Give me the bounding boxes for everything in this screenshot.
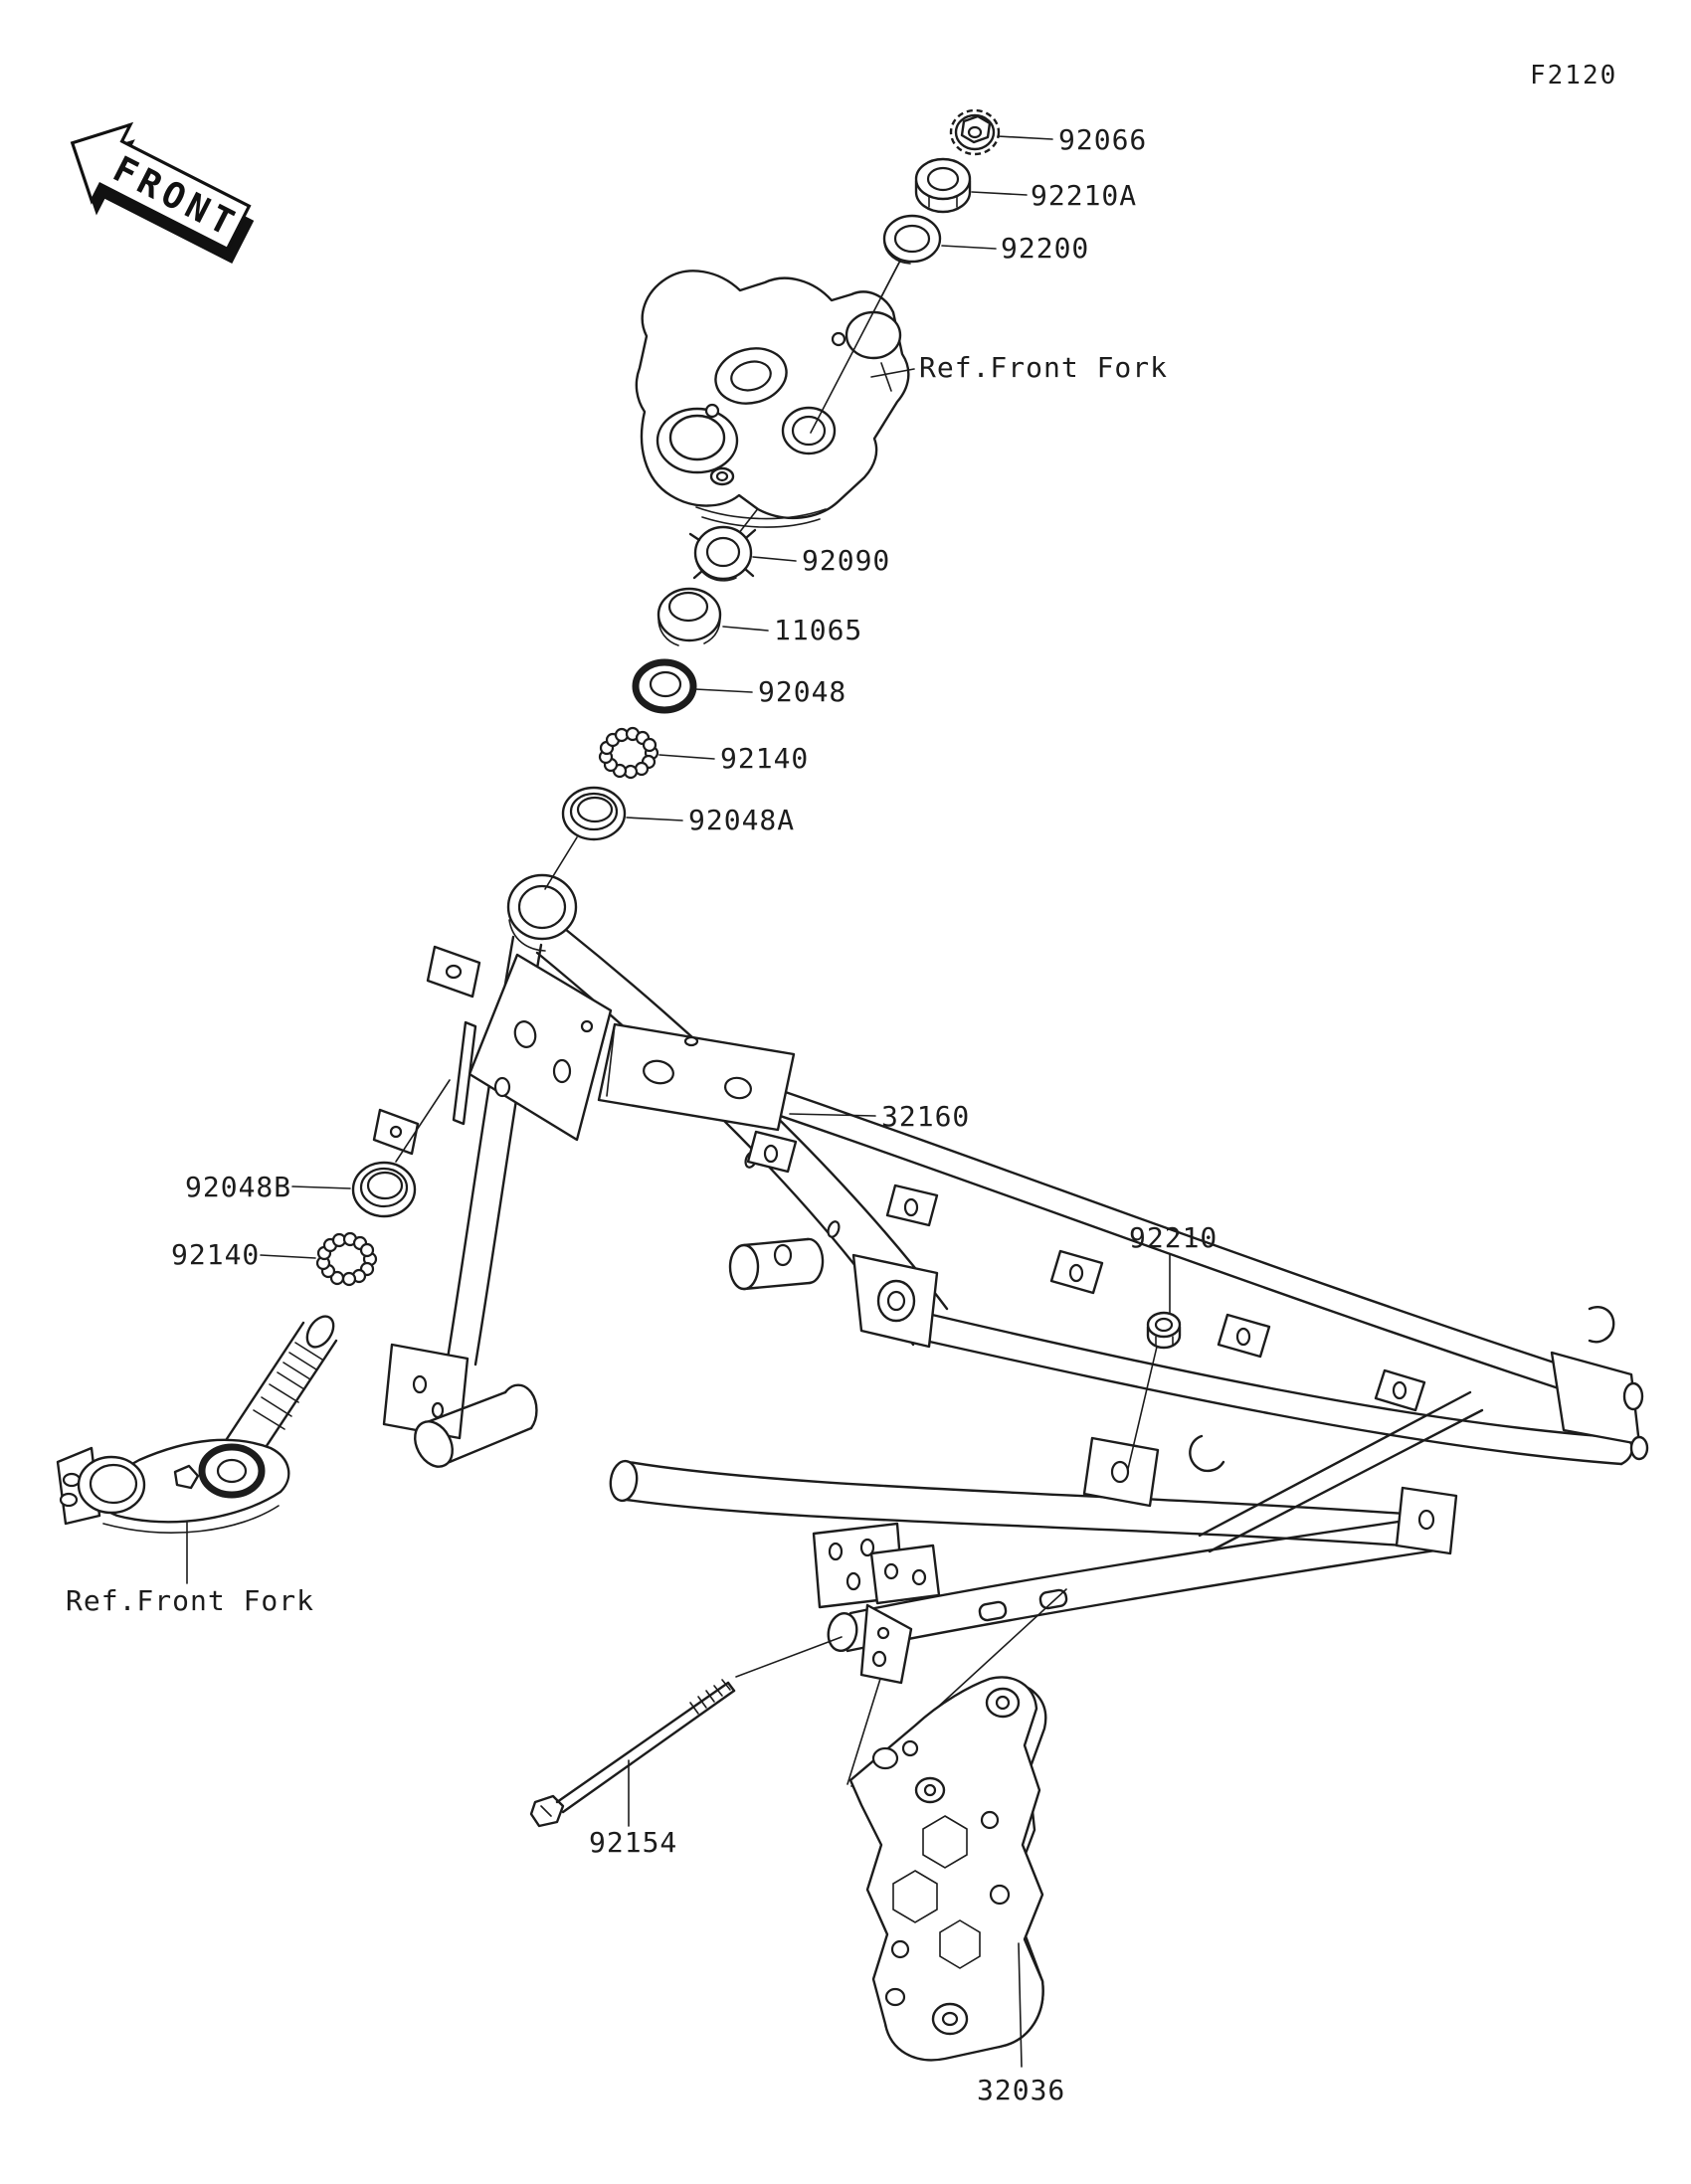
part-92210-nut-icon [1148, 1313, 1180, 1348]
front-marker-label: FRONT [106, 148, 246, 247]
callout-92210: 92210 [1129, 1221, 1219, 1254]
callout-92140-upper: 92140 [720, 742, 810, 775]
callout-92048B: 92048B [185, 1171, 292, 1203]
part-92140-ball-ring-upper-icon [600, 728, 658, 778]
part-32036-engine-bracket-icon [850, 1678, 1045, 2061]
part-92140-ball-ring-lower-icon [317, 1233, 376, 1285]
upper-fork-bridge-icon [637, 261, 908, 527]
front-direction-arrow-icon [48, 105, 267, 280]
callout-92066: 92066 [1058, 123, 1148, 156]
lower-fork-bridge-stem-icon [58, 1312, 339, 1533]
figure-code: F2120 [1530, 61, 1618, 91]
frame-32160-drawing [374, 875, 1647, 1683]
callout-92210A: 92210A [1031, 179, 1138, 212]
callout-11065: 11065 [774, 614, 863, 646]
part-92090-claw-washer-icon [690, 527, 755, 581]
callout-32036: 32036 [977, 2074, 1066, 2106]
part-92154-bolt-icon [531, 1680, 734, 1826]
callout-ref-front-fork-bottom: Ref.Front Fork [66, 1584, 315, 1617]
part-92048A-bearing-race-icon [563, 788, 625, 839]
callout-32160: 32160 [881, 1100, 971, 1133]
callout-92048A: 92048A [688, 804, 796, 836]
callout-ref-front-fork-top: Ref.Front Fork [919, 351, 1169, 384]
part-92048B-bearing-race-icon [353, 1163, 415, 1216]
part-92048-bearing-race-icon [636, 662, 693, 710]
callout-92140-lower: 92140 [171, 1238, 261, 1271]
part-92066-flanged-cap-nut-icon [951, 110, 999, 154]
part-11065-bearing-cap-icon [658, 589, 720, 645]
callout-92090: 92090 [802, 544, 891, 577]
part-92210A-head-nut-icon [916, 159, 970, 212]
callout-92154: 92154 [589, 1826, 678, 1859]
callout-92048: 92048 [758, 675, 847, 708]
part-92200-washer-icon [884, 216, 940, 264]
callout-92200: 92200 [1001, 232, 1090, 265]
